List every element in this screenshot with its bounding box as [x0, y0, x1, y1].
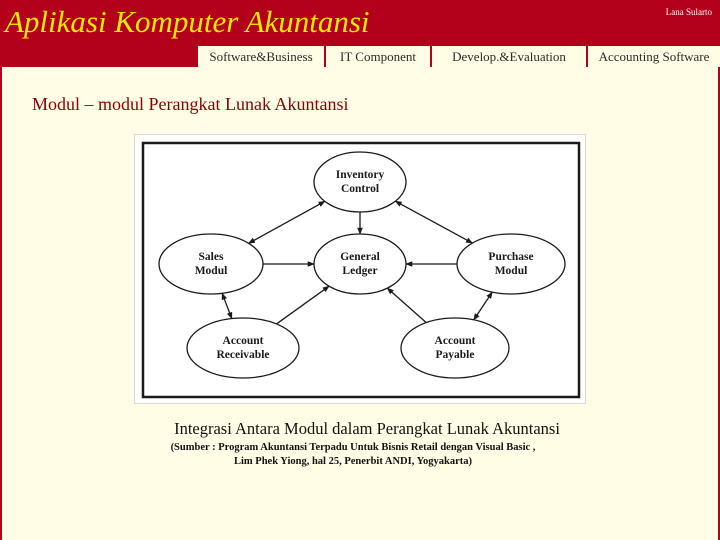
diagram-caption: Integrasi Antara Modul dalam Perangkat Lunak Akuntansi [174, 419, 560, 438]
tab-develop-evaluation[interactable]: Develop.&Evaluation [432, 46, 586, 67]
node-label-inventory [336, 168, 385, 196]
edge-inventory-sales [249, 201, 325, 243]
node-label-line: Modul [194, 265, 228, 277]
node-label-purchase [488, 250, 533, 278]
tab-software-business[interactable]: Software&Business [198, 46, 324, 67]
app-title: Aplikasi Komputer Akuntansi [5, 4, 370, 39]
node-label-line: Ledger [342, 265, 378, 277]
tab-it-component[interactable]: IT Component [326, 46, 430, 67]
source-citation-line-1: (Sumber : Program Akuntansi Terpadu Untuk Bisnis Retail dengan Visual Basic , [170, 442, 536, 453]
node-label-line: Sales [198, 251, 224, 263]
node-label-line: Control [340, 183, 380, 195]
node-label-ledger [340, 250, 380, 278]
node-label-line: Account [434, 335, 476, 347]
node-label-line: General [340, 251, 380, 263]
edge-payable-ledger [387, 288, 426, 322]
node-label-line: Receivable [216, 349, 270, 361]
node-label-receivable [216, 334, 269, 362]
edge-inventory-purchase [395, 201, 472, 243]
left-border [0, 67, 2, 540]
node-label-line: Payable [435, 349, 475, 361]
node-label-line: Account [222, 335, 264, 347]
title-bar [0, 0, 720, 67]
node-label-line: Modul [494, 265, 528, 277]
edge-purchase-payable [474, 292, 492, 320]
source-citation-line-2: Lim Phek Yiong, hal 25, Penerbit ANDI, Yogyakarta) [233, 456, 472, 467]
edge-sales-receivable [222, 293, 232, 318]
slide-heading: Modul – modul Perangkat Lunak Akuntansi [32, 94, 349, 114]
author-label: Lana Sularto [665, 7, 712, 17]
node-label-line: Purchase [488, 251, 534, 263]
node-label-line: Inventory [335, 169, 385, 181]
node-label-sales [195, 250, 228, 278]
edge-receivable-ledger [276, 286, 329, 324]
node-label-payable [435, 334, 476, 362]
tab-accounting-software[interactable]: Accounting Software [588, 46, 720, 67]
module-integration-diagram [134, 134, 586, 404]
